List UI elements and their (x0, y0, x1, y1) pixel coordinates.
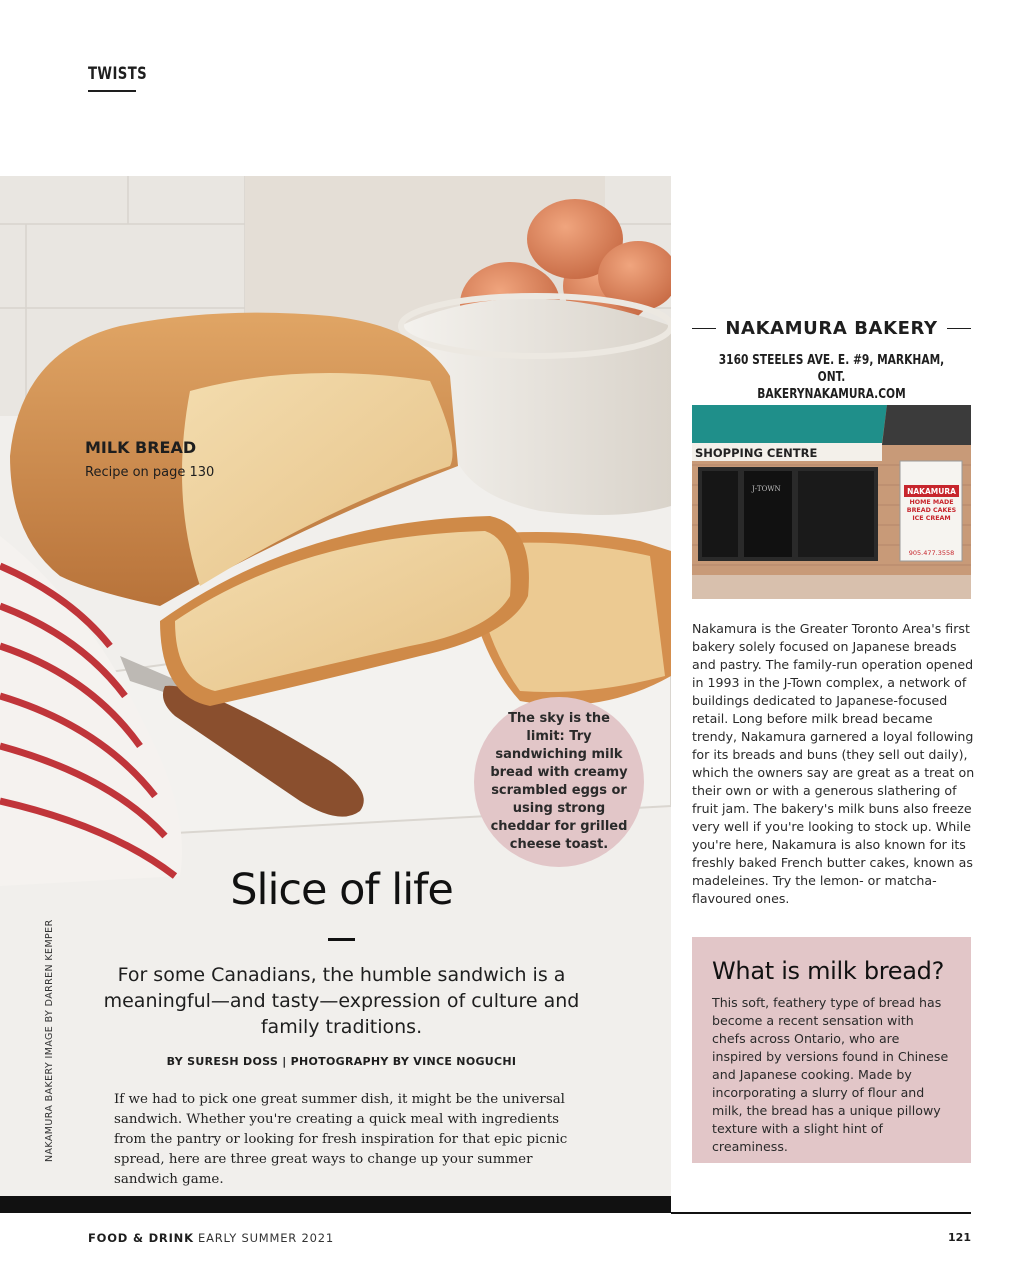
recipe-reference: Recipe on page 130 (85, 465, 215, 480)
footer-issue: EARLY SUMMER 2021 (198, 1231, 335, 1245)
bakery-address: 3160 STEELES AVE. E. #9, MARKHAM, ONT. (718, 353, 945, 385)
photo-credit: NAKAMURA BAKERY IMAGE BY DARREN KEMPER (44, 919, 55, 1162)
heading-rule-right (947, 328, 971, 330)
menu-sign: HOME MADE BREAD CAKES ICE CREAM (906, 499, 957, 522)
nakamura-sign: NAKAMURA (907, 487, 956, 496)
heading-rule-left (692, 328, 716, 330)
tip-callout-circle (474, 697, 644, 867)
bakery-website: BAKERYNAKAMURA.COM (757, 387, 906, 402)
bakery-heading (692, 318, 971, 339)
bakery-name: NAKAMURA BAKERY (725, 318, 938, 339)
bakery-description: Nakamura is the Greater Toronto Area's first bakery solely focused on Japanese breads and pastry. The family-run operation opened in 1993 in the J-Town complex, a network of buildings dedicated to Japanese-focused retail. Long before milk bread became trendy, Nakamura garnered a loyal following for its breads and buns (they sell out daily), which the owners say are great as a treat on their own or with a generous slathering of fruit jam. The bakery's milk buns also freeze very well if you're looking to stock up. While you're here, Nakamura is also known for its freshly baked French butter cakes, known as madeleines. Try the lemon- or matcha-flavoured ones. (692, 621, 975, 906)
bottom-rule (671, 1212, 971, 1214)
sidebar-body: This soft, feathery type of bread has become a recent sensation with chefs across Ontario, who are inspired by versions found in Chinese and Japanese cooking. Made by incorporating a slurry of flour and milk, the bread has a unique pillowy texture with a slight hint of creaminess. (712, 995, 949, 1154)
photo-title: MILK BREAD (85, 438, 197, 457)
page-number: 121 (948, 1231, 971, 1244)
tip-callout-text: The sky is the limit: Try sandwiching milk bread with creamy scrambled eggs or using strong cheddar for grilled cheese toast. (490, 711, 628, 852)
section-tag-underline (88, 90, 136, 92)
article-dek: For some Canadians, the humble sandwich is a meaningful—and tasty—expression of culture and family traditions. (103, 964, 580, 1038)
section-tag: TWISTS (88, 64, 148, 84)
bottom-bar (0, 1196, 671, 1213)
shopping-centre-sign: SHOPPING CENTRE (695, 446, 818, 460)
headline-dash (328, 938, 355, 941)
bread-illustration (0, 176, 671, 1196)
sidebar-title: What is milk bread? (712, 957, 945, 985)
article-byline: BY SURESH DOSS | PHOTOGRAPHY BY VINCE NOGUCHI (166, 1055, 517, 1068)
milk-bread-sidebar (692, 937, 971, 1163)
milk-bread-photo (0, 176, 671, 1196)
jtown-door-sign: J-TOWN (752, 485, 781, 493)
storefront-illustration (692, 405, 971, 599)
article-headline: Slice of life (230, 865, 453, 915)
bakery-storefront-photo (692, 405, 971, 599)
footer-magazine: FOOD & DRINK (88, 1231, 194, 1245)
bakery-address-block (717, 352, 946, 403)
phone-sign: 905.477.3558 (908, 549, 955, 557)
article-intro: If we had to pick one great summer dish, it might be the universal sandwich. Whether you're creating a quick meal with ingredients from the pantry or looking for fresh inspiration for that epic picnic spread, here are three great ways to change up your summer sandwich game. (114, 1092, 568, 1187)
